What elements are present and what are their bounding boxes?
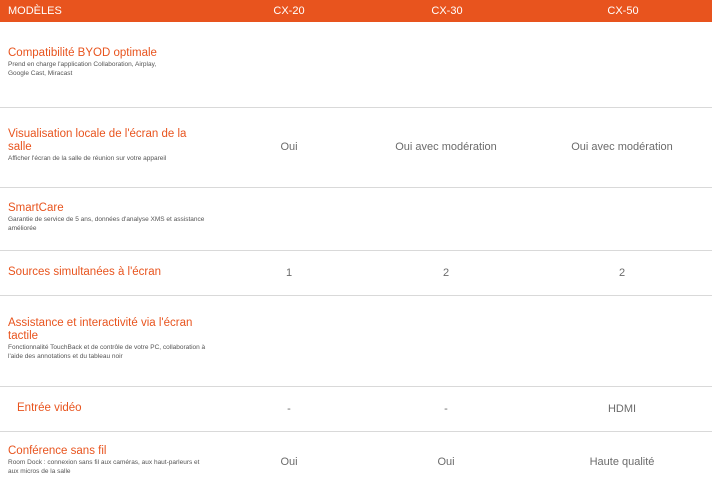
feature-cell <box>8 202 218 233</box>
feature-title: Entrée vidéo <box>17 402 82 414</box>
table-row-touchscreen <box>0 296 712 387</box>
value-cx30: - <box>444 403 448 415</box>
value-cx50: HDMI <box>607 403 637 415</box>
value-cx30: Oui <box>437 456 455 468</box>
value-cx20: Oui <box>280 141 298 153</box>
value-cx20: - <box>287 403 291 415</box>
feature-cell <box>17 402 227 415</box>
value-cx50: Haute qualité <box>589 456 655 468</box>
feature-description: Afficher l'écran de la salle de réunion sur votre appareil <box>8 155 167 162</box>
model-cx30-header: CX-30 <box>431 5 463 17</box>
table-row-local-view <box>0 108 712 188</box>
feature-cell <box>8 317 218 361</box>
feature-description: Garantie de service de 5 ans, données d'analyse XMS et assistance améliorée <box>8 216 205 232</box>
value-cx20: Oui <box>280 456 298 468</box>
value-cx50: Oui avec modération <box>571 141 673 153</box>
table-row-smartcare <box>0 188 712 251</box>
feature-title: SmartCare <box>8 202 64 214</box>
value-cx20: 1 <box>285 267 293 279</box>
feature-cell <box>8 445 218 476</box>
feature-description: Prend en charge l'application Collaboration, Airplay, Google Cast, Miracast <box>8 61 157 77</box>
feature-title: Sources simultanées à l'écran <box>8 266 162 278</box>
table-row-byod <box>0 22 712 108</box>
models-column-header: MODÈLES <box>8 5 62 17</box>
value-cx30: Oui avec modération <box>395 141 497 153</box>
feature-cell <box>8 266 218 279</box>
model-cx20-header: CX-20 <box>273 5 305 17</box>
feature-title: Conférence sans fil <box>8 445 107 457</box>
table-row-simultaneous-sources <box>0 251 712 296</box>
value-cx50: 2 <box>618 267 626 279</box>
table-row-video-input <box>0 387 712 432</box>
feature-cell <box>8 47 218 78</box>
value-cx30: 2 <box>442 267 450 279</box>
feature-description: Room Dock : connexion sans fil aux caméras, aux haut-parleurs et aux micros de la salle <box>8 459 200 475</box>
feature-description: Fonctionnalité TouchBack et de contrôle de votre PC, collaboration à l'aide des annotations et du tableau noir <box>8 344 206 360</box>
feature-title: Compatibilité BYOD optimale <box>8 47 157 59</box>
model-cx50-header: CX-50 <box>607 5 639 17</box>
feature-title: Visualisation locale de l'écran de la salle <box>8 128 187 153</box>
table-row-wireless-conference <box>0 432 712 495</box>
table-header <box>0 0 712 22</box>
feature-cell <box>8 128 218 164</box>
feature-title: Assistance et interactivité via l'écran tactile <box>8 317 193 342</box>
